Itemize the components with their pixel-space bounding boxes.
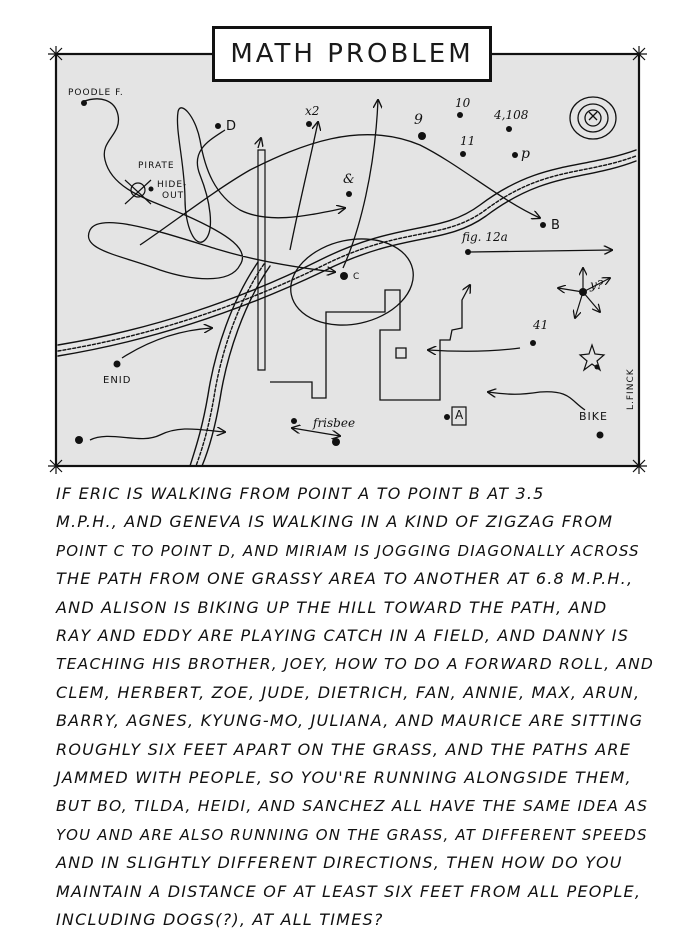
label-bike: BIKE bbox=[579, 410, 608, 423]
label-fig: fig. 12a bbox=[462, 230, 508, 244]
label-pirate: PIRATE bbox=[138, 161, 175, 171]
point-a bbox=[444, 414, 450, 420]
point-9 bbox=[418, 132, 426, 140]
problem-line: ROUGHLY SIX FEET APART ON THE GRASS, AND THE PATHS ARE bbox=[56, 739, 632, 759]
point-hideout bbox=[149, 187, 154, 192]
label-b: B bbox=[551, 218, 561, 233]
problem-line: BUT BO, TILDA, HEIDI, AND SANCHEZ ALL HAVE THE SAME IDEA AS bbox=[56, 797, 649, 816]
point-bike bbox=[597, 432, 604, 439]
problem-line: RAY AND EDDY ARE PLAYING CATCH IN A FIELD, AND DANNY IS bbox=[56, 626, 630, 646]
problem-line: IF ERIC IS WALKING FROM POINT A TO POINT B AT 3.5 bbox=[56, 484, 545, 503]
problem-line: CLEM, HERBERT, ZOE, JUDE, DIETRICH, FAN, ANNIE, MAX, ARUN, bbox=[56, 682, 641, 702]
problem-line: THE PATH FROM ONE GRASSY AREA TO ANOTHER AT 6.8 M.P.H., bbox=[56, 569, 634, 589]
point-41 bbox=[530, 340, 536, 346]
label-p: p bbox=[521, 146, 530, 162]
title-box bbox=[212, 26, 492, 82]
problem-line: BARRY, AGNES, KYUNG-MO, JULIANA, AND MAURICE ARE SITTING bbox=[56, 711, 644, 731]
point-start bbox=[75, 436, 83, 444]
point-frisbee-1 bbox=[291, 418, 297, 424]
label-y: y? bbox=[590, 278, 604, 292]
problem-line: YOU AND ARE ALSO RUNNING ON THE GRASS, AT DIFFERENT SPEEDS bbox=[56, 825, 648, 844]
point-amp bbox=[346, 191, 352, 197]
point-c bbox=[340, 272, 348, 280]
point-poodle bbox=[81, 100, 87, 106]
label-frisbee: frisbee bbox=[313, 416, 356, 430]
label-9: 9 bbox=[414, 112, 423, 128]
label-10: 10 bbox=[455, 96, 471, 110]
problem-line: M.P.H., AND GENEVA IS WALKING IN A KIND OF ZIGZAG FROM bbox=[56, 512, 614, 532]
label-amp: & bbox=[343, 172, 355, 187]
problem-line: AND IN SLIGHTLY DIFFERENT DIRECTIONS, THEN HOW DO YOU bbox=[56, 853, 623, 873]
point-enid bbox=[114, 361, 121, 368]
artist-signature: L.FINCK bbox=[626, 368, 636, 410]
point-b bbox=[540, 222, 546, 228]
problem-line: AND ALISON IS BIKING UP THE HILL TOWARD THE PATH, AND bbox=[56, 597, 608, 617]
problem-line: JAMMED WITH PEOPLE, SO YOU'RE RUNNING ALONGSIDE THEM, bbox=[56, 768, 632, 788]
point-4108 bbox=[506, 126, 512, 132]
label-41: 41 bbox=[533, 318, 549, 332]
label-d: D bbox=[226, 119, 238, 134]
point-frisbee-2 bbox=[332, 438, 340, 446]
point-x2 bbox=[306, 121, 312, 127]
point-p bbox=[512, 152, 518, 158]
page-title: MATH PROBLEM bbox=[230, 39, 474, 69]
label-poodle: POODLE F. bbox=[68, 88, 124, 98]
problem-text bbox=[56, 480, 656, 935]
point-11 bbox=[460, 151, 466, 157]
label-out: OUT bbox=[162, 191, 185, 201]
label-c: C bbox=[353, 272, 361, 282]
problem-line: POINT C TO POINT D, AND MIRIAM IS JOGGING DIAGONALLY ACROSS bbox=[56, 541, 640, 560]
point-fig bbox=[465, 249, 471, 255]
problem-line: MAINTAIN A DISTANCE OF AT LEAST SIX FEET FROM ALL PEOPLE, bbox=[56, 881, 642, 901]
point-10 bbox=[457, 112, 463, 118]
point-d bbox=[215, 123, 221, 129]
label-enid: ENID bbox=[103, 375, 132, 386]
problem-line: INCLUDING DOGS(?), AT ALL TIMES? bbox=[56, 910, 384, 930]
point-y bbox=[579, 288, 587, 296]
label-11: 11 bbox=[460, 134, 476, 148]
label-hideout: HIDE- bbox=[157, 180, 188, 190]
problem-line: TEACHING HIS BROTHER, JOEY, HOW TO DO A FORWARD ROLL, AND bbox=[56, 655, 655, 674]
label-x2: x2 bbox=[305, 104, 320, 118]
label-4108: 4,108 bbox=[494, 108, 529, 122]
label-a: A bbox=[455, 408, 465, 422]
point-star bbox=[595, 365, 600, 370]
